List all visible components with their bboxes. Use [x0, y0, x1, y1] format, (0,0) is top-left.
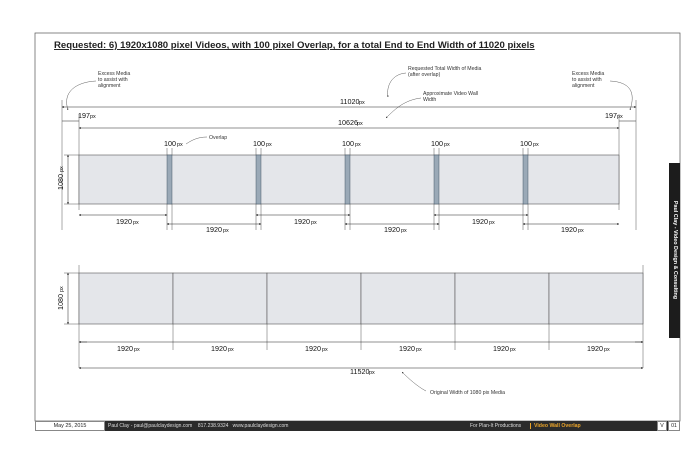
svg-text:to assist with: to assist with [572, 77, 602, 83]
svg-text:px: px [355, 142, 361, 148]
svg-text:1920: 1920 [117, 344, 133, 353]
footer-page: 01 [668, 421, 680, 431]
svg-text:1920: 1920 [587, 344, 603, 353]
svg-text:px: px [311, 220, 317, 226]
svg-text:1920: 1920 [211, 344, 227, 353]
svg-text:px: px [444, 142, 450, 148]
svg-text:px: px [177, 142, 183, 148]
svg-text:px: px [359, 100, 365, 106]
footer-contact: Paul Clay - paul@paulclaydesign.com 817.238.9324 www.paulclaydesign.com [108, 423, 289, 429]
svg-text:px: px [357, 121, 363, 127]
overlap-seam [167, 155, 172, 204]
svg-text:px: px [369, 370, 375, 376]
svg-text:1920: 1920 [206, 225, 222, 234]
svg-text:px: px [59, 286, 65, 292]
footer-date: May 25, 2015 [35, 421, 105, 431]
overlap-seam [434, 155, 439, 204]
svg-text:1920: 1920 [294, 217, 310, 226]
video-wall-overlap [79, 155, 619, 204]
svg-text:1920: 1920 [384, 225, 400, 234]
svg-text:px: px [533, 142, 539, 148]
svg-text:px: px [604, 347, 610, 353]
svg-text:1920: 1920 [116, 217, 132, 226]
svg-text:1920: 1920 [472, 217, 488, 226]
svg-text:px: px [322, 347, 328, 353]
svg-text:1920: 1920 [399, 344, 415, 353]
video-wall-original [79, 273, 643, 324]
svg-text:11020: 11020 [340, 97, 360, 106]
svg-text:px: px [489, 220, 495, 226]
svg-text:Original Width of 1080 pix Med: Original Width of 1080 pix Media [430, 390, 505, 396]
svg-text:(after overlap): (after overlap) [408, 72, 441, 78]
svg-text:Approximate Video Wall: Approximate Video Wall [423, 91, 479, 97]
svg-text:alignment: alignment [572, 83, 595, 89]
svg-text:10626: 10626 [338, 118, 358, 127]
page-border [35, 33, 680, 421]
overlap-note [186, 135, 227, 144]
footer-bar [35, 421, 680, 431]
overlap-label: 100 [164, 139, 176, 148]
svg-text:px: px [59, 166, 65, 172]
video-panel [173, 273, 267, 324]
svg-text:px: px [617, 114, 623, 120]
panel-width-dims-top [79, 215, 619, 234]
dimension-wall-10626 [79, 118, 619, 128]
svg-text:Excess Media: Excess Media [572, 71, 605, 77]
svg-text:1920: 1920 [493, 344, 509, 353]
overlap-label: 100 [253, 139, 265, 148]
svg-text:197: 197 [78, 111, 90, 120]
svg-text:1080: 1080 [56, 174, 65, 190]
svg-text:px: px [401, 228, 407, 234]
svg-text:Width: Width [423, 97, 437, 103]
footer-client: For Plan-It Productions [470, 423, 522, 429]
side-tab [669, 163, 680, 338]
overlap-seam [256, 155, 261, 204]
page-title: Requested: 6) 1920x1080 pixel Videos, with 100 pixel Overlap, for a total End to End Width of 11020 pixels [54, 40, 535, 51]
dimension-height-bottom [56, 273, 79, 324]
overlap-seam [345, 155, 350, 204]
dimension-height-top [56, 155, 79, 204]
footer-separator [530, 423, 531, 429]
dimension-excess-right [605, 111, 636, 121]
footer-rev: V [657, 421, 667, 431]
svg-text:px: px [90, 114, 96, 120]
svg-text:px: px [223, 228, 229, 234]
overlap-label: 100 [342, 139, 354, 148]
svg-text:11520: 11520 [350, 367, 370, 376]
svg-text:px: px [416, 347, 422, 353]
svg-text:1920: 1920 [305, 344, 321, 353]
overlap-label: 100 [431, 139, 443, 148]
excess-media-note-left [67, 71, 131, 110]
svg-text:Excess Media: Excess Media [98, 71, 131, 77]
overlap-seam [523, 155, 528, 204]
svg-text:1920: 1920 [561, 225, 577, 234]
overlap-label: 100 [520, 139, 532, 148]
excess-media-note-right [572, 71, 632, 110]
svg-text:197: 197 [605, 111, 617, 120]
video-panel [549, 273, 643, 324]
svg-text:Overlap: Overlap [209, 135, 228, 141]
dimension-total-11520 [79, 367, 643, 376]
svg-text:to assist with: to assist with [98, 77, 128, 83]
video-panel [79, 273, 173, 324]
video-panel [455, 273, 549, 324]
dimension-total-11020 [62, 97, 636, 107]
svg-text:alignment: alignment [98, 83, 121, 89]
approx-wall-note [386, 91, 478, 118]
video-panel [361, 273, 455, 324]
svg-text:px: px [133, 220, 139, 226]
svg-text:px: px [266, 142, 272, 148]
video-panel [267, 273, 361, 324]
side-tab-label: Paul Clay - Video Design & Consulting [671, 200, 678, 300]
svg-text:px: px [228, 347, 234, 353]
svg-text:px: px [510, 347, 516, 353]
footer-project: Video Wall Overlap [534, 423, 581, 429]
svg-text:px: px [134, 347, 140, 353]
original-width-note [402, 372, 505, 396]
svg-text:px: px [578, 228, 584, 234]
svg-text:1080: 1080 [56, 294, 65, 310]
svg-text:Requested Total Width of Media: Requested Total Width of Media [408, 66, 482, 72]
